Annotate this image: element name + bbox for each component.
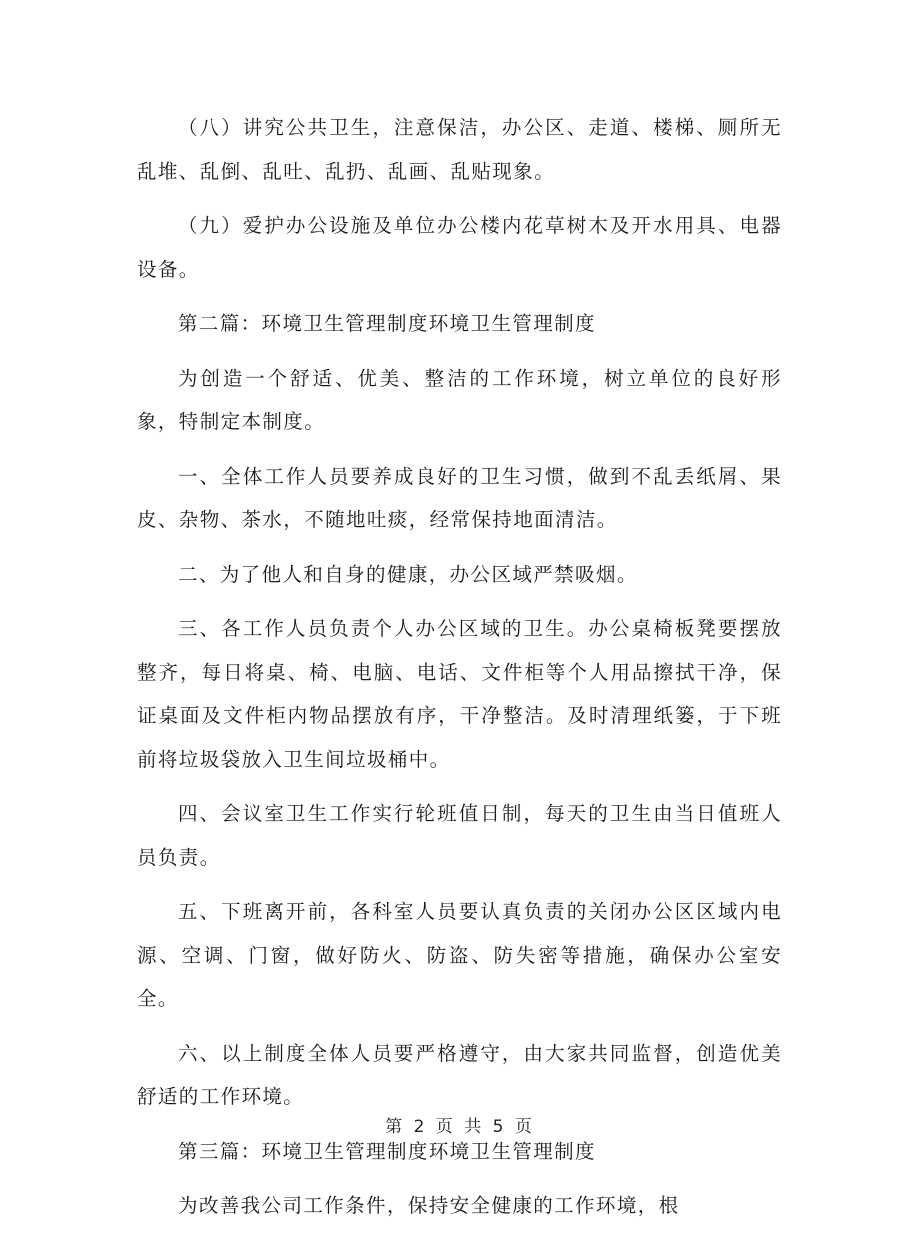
paragraph-item-9: （九）爱护办公设施及单位办公楼内花草树木及开水用具、电器设备。 xyxy=(137,214,782,281)
paragraph-rule-1: 一、全体工作人员要养成良好的卫生习惯，做到不乱丢纸屑、果皮、杂物、茶水，不随地吐痰，经常保持地面清洁。 xyxy=(137,464,782,531)
paragraph-rule-2: 二、为了他人和自身的健康，办公区域严禁吸烟。 xyxy=(177,562,638,586)
document-body xyxy=(137,106,782,1239)
paragraph-intro-2: 为创造一个舒适、优美、整洁的工作环境，树立单位的良好形象，特制定本制度。 xyxy=(137,366,782,433)
paragraph-rule-6: 六、以上制度全体人员要严格遵守，由大家共同监督，创造优美舒适的工作环境。 xyxy=(137,1041,782,1108)
paragraph-intro-3: 为改善我公司工作条件，保持安全健康的工作环境，根 xyxy=(177,1194,680,1217)
paragraph-rule-5: 五、下班离开前，各科室人员要认真负责的关闭办公区区域内电源、空调、门窗，做好防火、防盗、防失密等措施，确保办公室安全。 xyxy=(137,900,782,1010)
page-number-footer: 第 2 页 共 5 页 xyxy=(385,1117,535,1137)
section-heading-2: 第二篇：环境卫生管理制度环境卫生管理制度 xyxy=(177,312,596,335)
paragraph-item-8: （八）讲究公共卫生，注意保洁，办公区、走道、楼梯、厕所无乱堆、乱倒、乱吐、乱扔、乱画、乱贴现象。 xyxy=(137,116,782,183)
paragraph-rule-4: 四、会议室卫生工作实行轮班值日制，每天的卫生由当日值班人员负责。 xyxy=(137,802,782,869)
paragraph-rule-3: 三、各工作人员负责个人办公区域的卫生。办公桌椅板凳要摆放整齐，每日将桌、椅、电脑、电话、文件柜等个人用品擦拭干净，保证桌面及文件柜内物品摆放有序，干净整洁。及时清理纸篓，于下班前将垃圾袋放入卫生间垃圾桶中。 xyxy=(137,617,782,771)
section-heading-3: 第三篇：环境卫生管理制度环境卫生管理制度 xyxy=(177,1139,596,1163)
